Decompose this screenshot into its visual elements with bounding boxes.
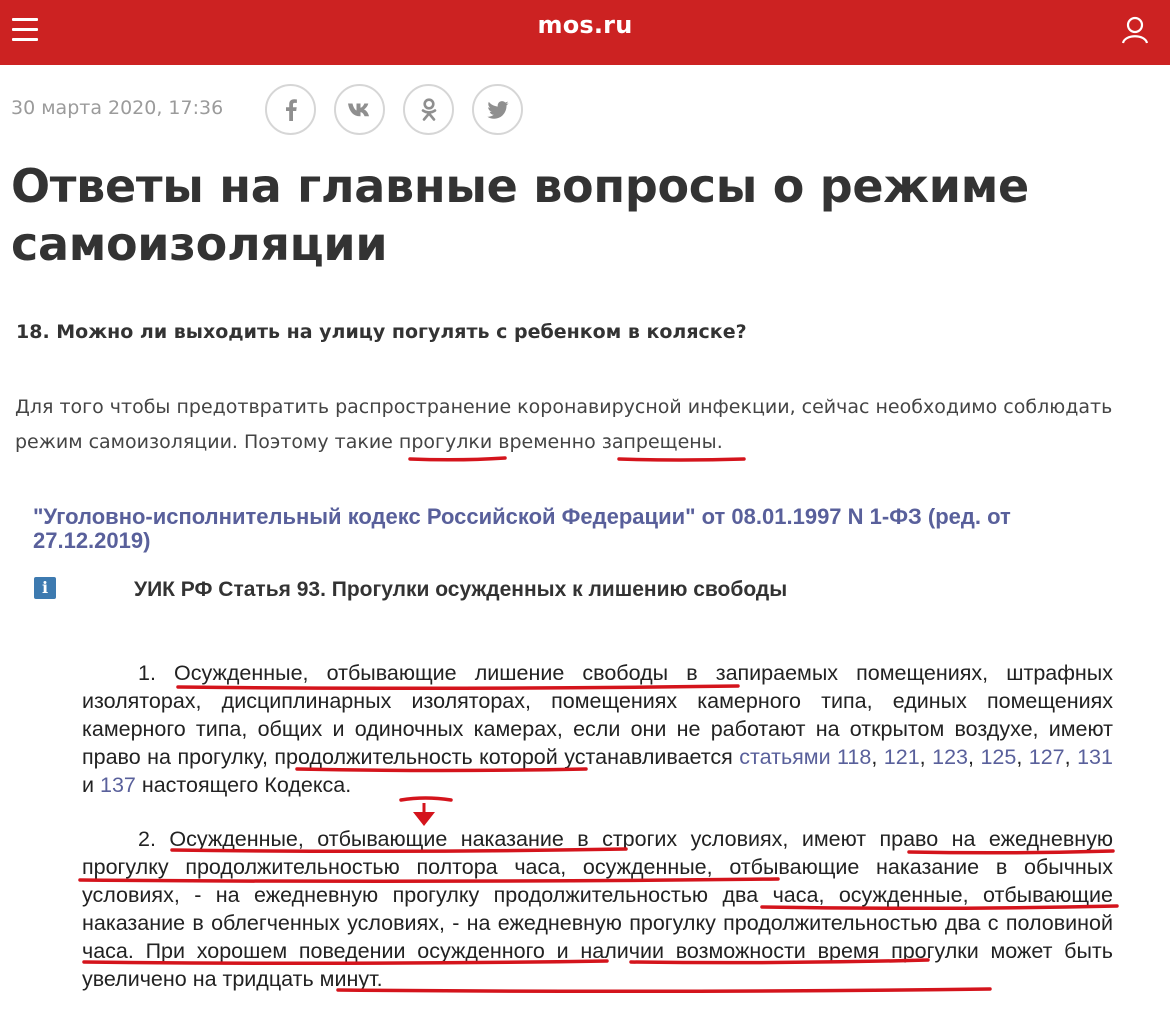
answer-text: Для того чтобы предотвратить распространение коронавирусной инфекции, сейчас необходимо соблюдать режим самоизоляции. Поэтому такие — [15, 396, 1113, 453]
share-twitter-button[interactable] — [472, 84, 523, 135]
law-text: , осужденные, отбывающие наказание в обычных условиях, - на ежедневную прогулку — [82, 855, 1114, 907]
law-paragraph-2 — [82, 825, 1113, 993]
article-link-123[interactable]: 123 — [932, 745, 968, 769]
law-highlight: При хорошем поведении — [145, 939, 406, 963]
paragraph-number: 2. — [138, 827, 170, 851]
answer-highlight-walks: прогулки — [398, 431, 493, 453]
paragraph-number: 1. — [138, 661, 175, 685]
law-highlight: время прогулки может быть увеличено на тридцать минут — [82, 939, 1113, 991]
separator: , — [1016, 745, 1029, 769]
answer-highlight-forbidden: запрещены — [601, 431, 717, 453]
facebook-icon — [284, 99, 298, 121]
law-highlight: имеют право на ежедневную прогулку продолжительностью полтора часа — [82, 827, 1114, 879]
separator: , — [919, 745, 933, 769]
article-link-127[interactable]: 127 — [1028, 745, 1065, 769]
odnoklassniki-icon — [421, 98, 437, 122]
law-text: в запираемых помещениях, штрафных изоляторах, дисциплинарных изоляторах, помещениях камерного типа, единых помещениях камерного типа, общих и одиночных камерах, если они не работают на открытом воздухе, — [82, 661, 1113, 741]
vk-icon — [347, 102, 373, 118]
share-odnoklassniki-button[interactable] — [403, 84, 454, 135]
user-profile-icon[interactable] — [1121, 16, 1149, 44]
answer-text: временно — [492, 431, 602, 453]
share-vk-button[interactable] — [334, 84, 385, 135]
law-text: в строгих условиях, — [563, 827, 802, 851]
law-text: . — [376, 967, 383, 991]
faq-question: 18. Можно ли выходить на улицу погулять с ребенком в коляске? — [16, 321, 747, 343]
law-text: , продолжительность которой устанавливается — [261, 745, 740, 769]
law-highlight: продолжительностью два с половиной часа — [82, 911, 1113, 963]
separator: , — [871, 745, 884, 769]
law-paragraph-1 — [82, 659, 1113, 799]
law-highlight: Осужденные, отбывающие наказание — [169, 827, 564, 851]
codex-link[interactable]: "Уголовно-исполнительный кодекс Российской Федерации" от 08.01.1997 N 1-ФЗ (ред. от 27.12.2019) — [33, 504, 1011, 553]
article-heading: УИК РФ Статья 93. Прогулки осужденных к лишению свободы — [134, 578, 788, 601]
article-link-121[interactable]: 121 — [883, 745, 920, 769]
logo-link[interactable]: mos.ru — [537, 11, 633, 39]
faq-answer — [15, 390, 1155, 460]
site-logo — [0, 11, 1170, 39]
article-link-131[interactable]: 131 — [1077, 745, 1113, 769]
law-text: настоящего Кодекса. — [135, 773, 352, 797]
page-title: Ответы на главные вопросы о режиме самоизоляции — [11, 159, 1029, 271]
law-text: . — [127, 939, 146, 963]
share-facebook-button[interactable] — [265, 84, 316, 135]
separator: и — [82, 773, 100, 797]
article-link-118[interactable]: статьями 118 — [739, 745, 872, 769]
law-text: , осужденные, отбывающие наказание в облегченных условиях, - на ежедневную прогулку — [82, 883, 1114, 935]
answer-text: . — [716, 431, 723, 453]
article-link-125[interactable]: 125 — [980, 745, 1017, 769]
article-link-137[interactable]: 137 — [99, 773, 136, 797]
separator: , — [1064, 745, 1078, 769]
info-icon: i — [34, 577, 56, 599]
publish-date: 30 марта 2020, 17:36 — [11, 97, 224, 119]
law-highlight: имеют право на прогулку — [82, 717, 1113, 769]
twitter-icon — [487, 101, 509, 119]
arrow-down-mark — [413, 812, 435, 826]
law-highlight: продолжительностью два часа — [493, 883, 819, 907]
site-header — [0, 0, 1170, 65]
law-highlight: Осужденные, отбывающие лишение свободы — [174, 661, 669, 685]
separator: , — [967, 745, 981, 769]
law-text: осужденного и наличии возможности — [405, 939, 818, 963]
